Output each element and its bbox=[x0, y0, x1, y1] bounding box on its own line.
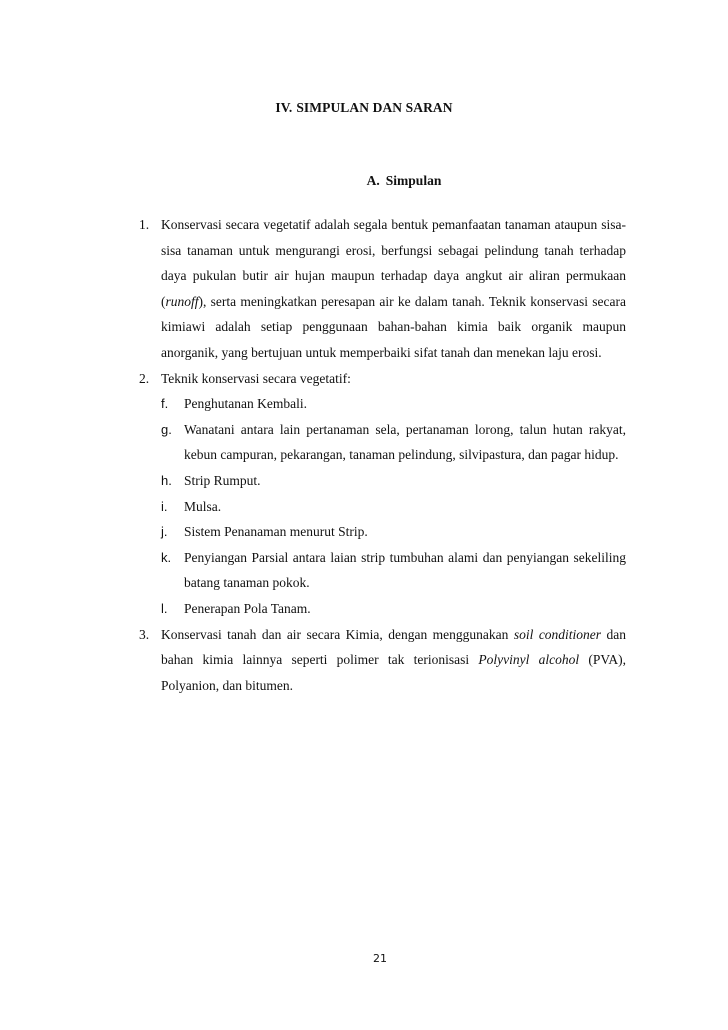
section-heading bbox=[0, 173, 728, 189]
sublist-text: Penerapan Pola Tanam. bbox=[184, 600, 311, 616]
list-item-3 bbox=[139, 622, 626, 699]
sublist-item-i bbox=[139, 494, 626, 520]
section-number: A. bbox=[366, 173, 380, 188]
sublist-item-g bbox=[139, 417, 626, 468]
chapter-number: IV. bbox=[275, 100, 293, 115]
list-marker: 3. bbox=[139, 626, 150, 642]
item-text: (PVA), Polyanion, dan bitumen. bbox=[161, 652, 627, 693]
sublist-marker: h. bbox=[161, 472, 172, 488]
sublist-marker: i. bbox=[161, 498, 168, 514]
sublist-text: Sistem Penanaman menurut Strip. bbox=[184, 524, 368, 540]
sublist-item-l bbox=[139, 596, 626, 622]
list-item-1 bbox=[139, 212, 626, 366]
item-text-italic: runoff bbox=[165, 293, 199, 309]
sublist-text: Strip Rumput. bbox=[184, 472, 261, 488]
page-number: 21 bbox=[373, 952, 387, 965]
conclusion-list bbox=[139, 212, 626, 698]
item-text: dan bahan kimia lainnya seperti polimer tak terionisasi bbox=[161, 626, 627, 668]
list-marker: 1. bbox=[139, 217, 150, 232]
sublist-marker: k. bbox=[161, 549, 172, 565]
sublist-marker: j. bbox=[161, 524, 168, 540]
item-text: Konservasi secara vegetatif adalah segala bentuk pemanfaatan tanaman ataupun sisa-sisa tanaman untuk mengurangi erosi, berfungsi sebagai pelindung tanah terhadap daya pukulan butir air hujan maupun terhadap daya angkut air aliran permukaan ( bbox=[161, 217, 626, 309]
sublist-text: Penghutanan Kembali. bbox=[184, 396, 307, 412]
item-text: Konservasi tanah dan air secara Kimia, dengan menggunakan bbox=[161, 626, 514, 642]
list-marker: 2. bbox=[139, 370, 150, 386]
chapter-heading bbox=[0, 100, 728, 116]
item-text-italic: Polyvinyl alcohol bbox=[478, 652, 580, 668]
list-item-2 bbox=[139, 366, 626, 392]
sublist-text: Wanatani antara lain pertanaman sela, pertanaman lorong, talun hutan rakyat, kebun campuran, pekarangan, tanaman pelindung, silvipastura, dan pagar hidup. bbox=[184, 421, 626, 463]
sublist-item-f bbox=[139, 391, 626, 417]
sublist-marker: g. bbox=[161, 421, 172, 437]
sublist-marker: f. bbox=[161, 396, 169, 412]
item-text-italic: soil conditioner bbox=[513, 626, 602, 642]
section-title: Simpulan bbox=[385, 173, 442, 188]
sublist-text: Penyiangan Parsial antara laian strip tumbuhan alami dan penyiangan sekeliling batang tanaman pokok. bbox=[184, 549, 626, 591]
item-text: Teknik konservasi secara vegetatif: bbox=[161, 370, 351, 386]
sublist-marker: l. bbox=[161, 600, 168, 616]
item-text: ), serta meningkatkan peresapan air ke dalam tanah. Teknik konservasi secara kimiawi adalah setiap penggunaan bahan-bahan kimia baik organik maupun anorganik, yang bertujuan untuk memperbaiki sifat tanah dan menekan laju erosi. bbox=[161, 293, 626, 360]
sublist-item-h bbox=[139, 468, 626, 494]
sublist-item-j bbox=[139, 519, 626, 545]
sublist-text: Mulsa. bbox=[184, 498, 222, 514]
chapter-title: SIMPULAN DAN SARAN bbox=[296, 100, 453, 115]
sublist-item-k bbox=[139, 545, 626, 596]
